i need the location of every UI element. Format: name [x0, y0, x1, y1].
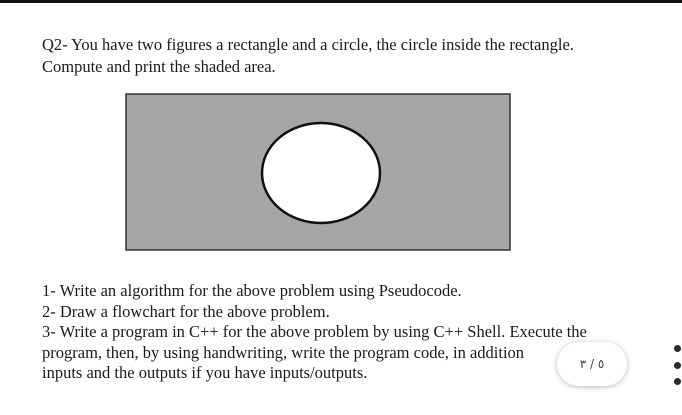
top-border [0, 0, 682, 3]
page-indicator[interactable]: ٥ / ٣ [557, 342, 627, 386]
more-vertical-icon[interactable] [672, 345, 682, 385]
task-list [42, 281, 642, 384]
question-line-1: Q2- You have two figures a rectangle and a circle, the circle inside the rectangle. [42, 35, 574, 54]
task-item-3-line-3: inputs and the outputs if you have inputs/outputs. [42, 363, 368, 382]
more-dot [674, 345, 681, 352]
more-dot [674, 362, 681, 369]
more-dot [674, 378, 681, 385]
task-item-1: 1- Write an algorithm for the above problem using Pseudocode. [42, 281, 462, 300]
task-item-2: 2- Draw a flowchart for the above problem. [42, 301, 330, 321]
task-item-3-line-2: program, then, by using handwriting, write the program code, in addition [42, 342, 525, 362]
question-line-2: Compute and print the shaded area. [42, 57, 276, 76]
question-text [42, 34, 642, 78]
task-item-3-line-1: 3- Write a program in C++ for the above problem by using C++ Shell. Execute the [42, 322, 587, 341]
inner-circle [262, 123, 380, 223]
figure [125, 93, 511, 256]
figure-svg [125, 93, 511, 251]
